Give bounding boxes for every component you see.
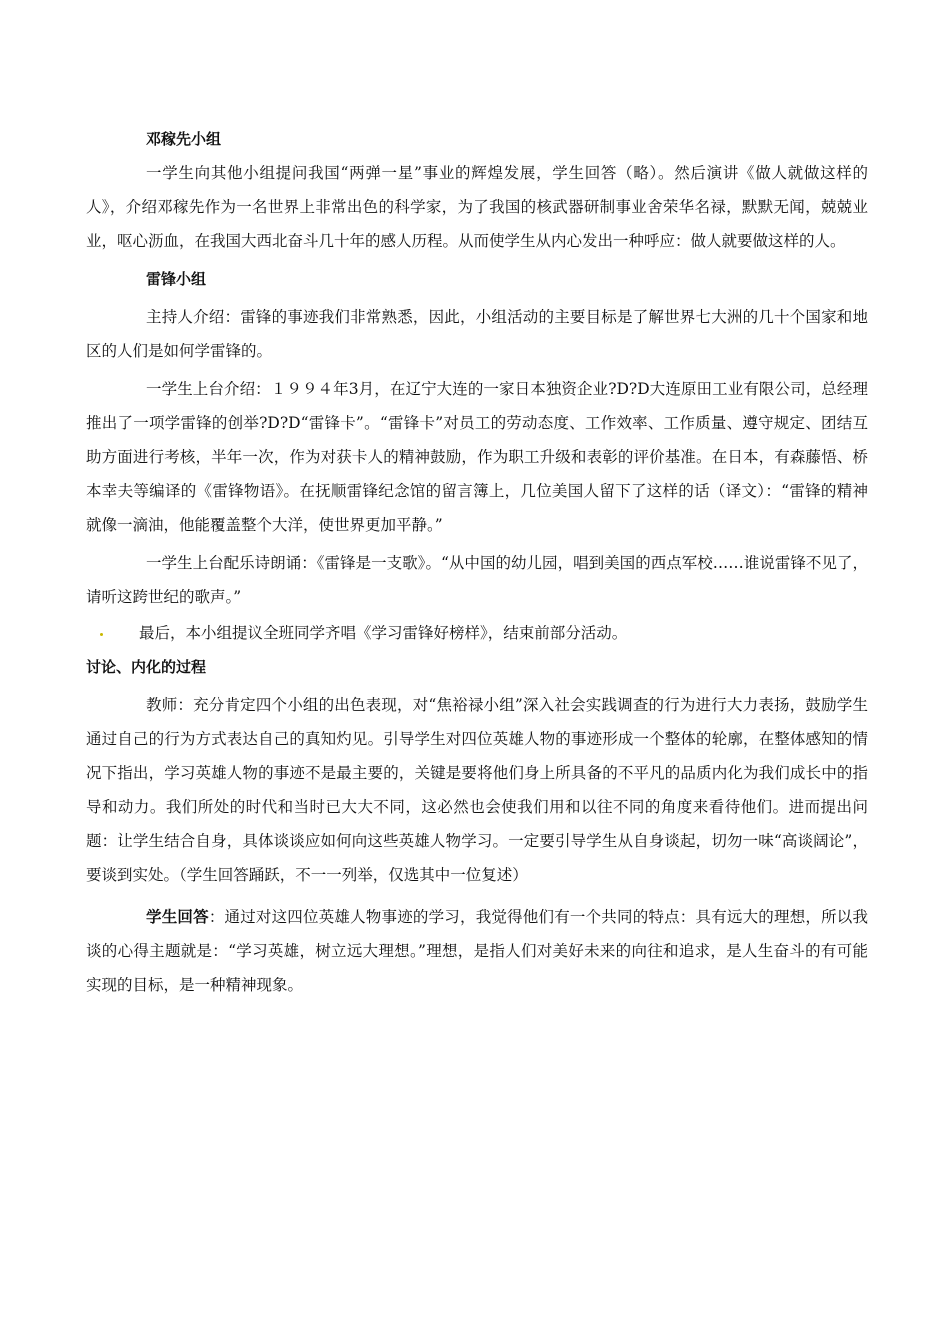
paragraph-deng: 一学生向其他小组提问我国“两弹一星”事业的辉煌发展，学生回答（略）。然后演讲《做人就做这样的人》，介绍邓稼先作为一名世界上非常出色的科学家，为了我国的核武器研制事业舍荣华名禄，默默无闻，兢兢业业，呕心沥血，在我国大西北奋斗几十年的感人历程。从而使学生从内心发出一种呼应：做人就要做这样的人。 <box>86 164 868 250</box>
section-heading-lei: 雷锋小组 <box>146 270 207 288</box>
section-heading-deng: 邓稼先小组 <box>146 130 222 148</box>
bullet-mark <box>100 633 103 636</box>
paragraph-discussion: 教师：充分肯定四个小组的出色表现，对“焦裕禄小组”深入社会实践调查的行为进行大力表扬，鼓励学生通过自己的行为方式表达自己的真知灼见。引导学生对四位英雄人物的事迹形成一个整体的轮廓，在整体感知的情况下指出，学习英雄人物的事迹不是最主要的，关键是要将他们身上所具备的不平凡的品质内化为我们成长中的指导和动力。我们所处的时代和当时已大大不同，这必然也会使我们用和以往不同的角度来看待他们。进而提出问题：让学生结合自身，具体谈谈应如何向这些英雄人物学习。一定要引导学生从自身谈起，切勿一味“高谈阔论”，要谈到实处。（学生回答踊跃，不一一列举，仅选其中一位复述） <box>86 696 868 884</box>
student-answer-label: 学生回答 <box>146 908 209 926</box>
paragraph-lei-intro: 一学生上台介绍：１９９４年3月，在辽宁大连的一家日本独资企业?D?D大连原田工业有限公司，总经理推出了一项学雷锋的创举?D?D“雷锋卡”。“雷锋卡”对员工的劳动态度、工作效率、工作质量、遵守规定、团结互助方面进行考核，半年一次，作为对获卡人的精神鼓励，作为职工升级和表彰的评价基准。在日本，有森藤悟、桥本幸夫等编译的《雷锋物语》。在抚顺雷锋纪念馆的留言簿上，几位美国人留下了这样的话（译文）：“雷锋的精神就像一滴油，他能覆盖整个大洋，使世界更加平静。” <box>86 380 868 534</box>
paragraph-lei-final <box>86 616 868 650</box>
paragraph-lei-host: 主持人介绍：雷锋的事迹我们非常熟悉，因此，小组活动的主要目标是了解世界七大洲的几十个国家和地区的人们是如何学雷锋的。 <box>86 308 868 360</box>
paragraph-student-answer <box>86 900 868 1002</box>
paragraph-lei-poem: 一学生上台配乐诗朗诵：《雷锋是一支歌》。“从中国的幼儿园，唱到美国的西点军校……谁说雷锋不见了，请听这跨世纪的歌声。” <box>86 554 868 606</box>
section-heading-discussion: 讨论、内化的过程 <box>86 658 207 676</box>
student-answer-text: ：通过对这四位英雄人物事迹的学习，我觉得他们有一个共同的特点：具有远大的理想，所以我谈的心得主题就是：“学习英雄，树立远大理想。”理想，是指人们对美好未来的向往和追求，是人生奋斗的有可能实现的目标，是一种精神现象。 <box>86 908 868 994</box>
document-page <box>86 122 868 1002</box>
paragraph-lei-final-text: 最后，本小组提议全班同学齐唱《学习雷锋好榜样》，结束前部分活动。 <box>139 624 628 642</box>
